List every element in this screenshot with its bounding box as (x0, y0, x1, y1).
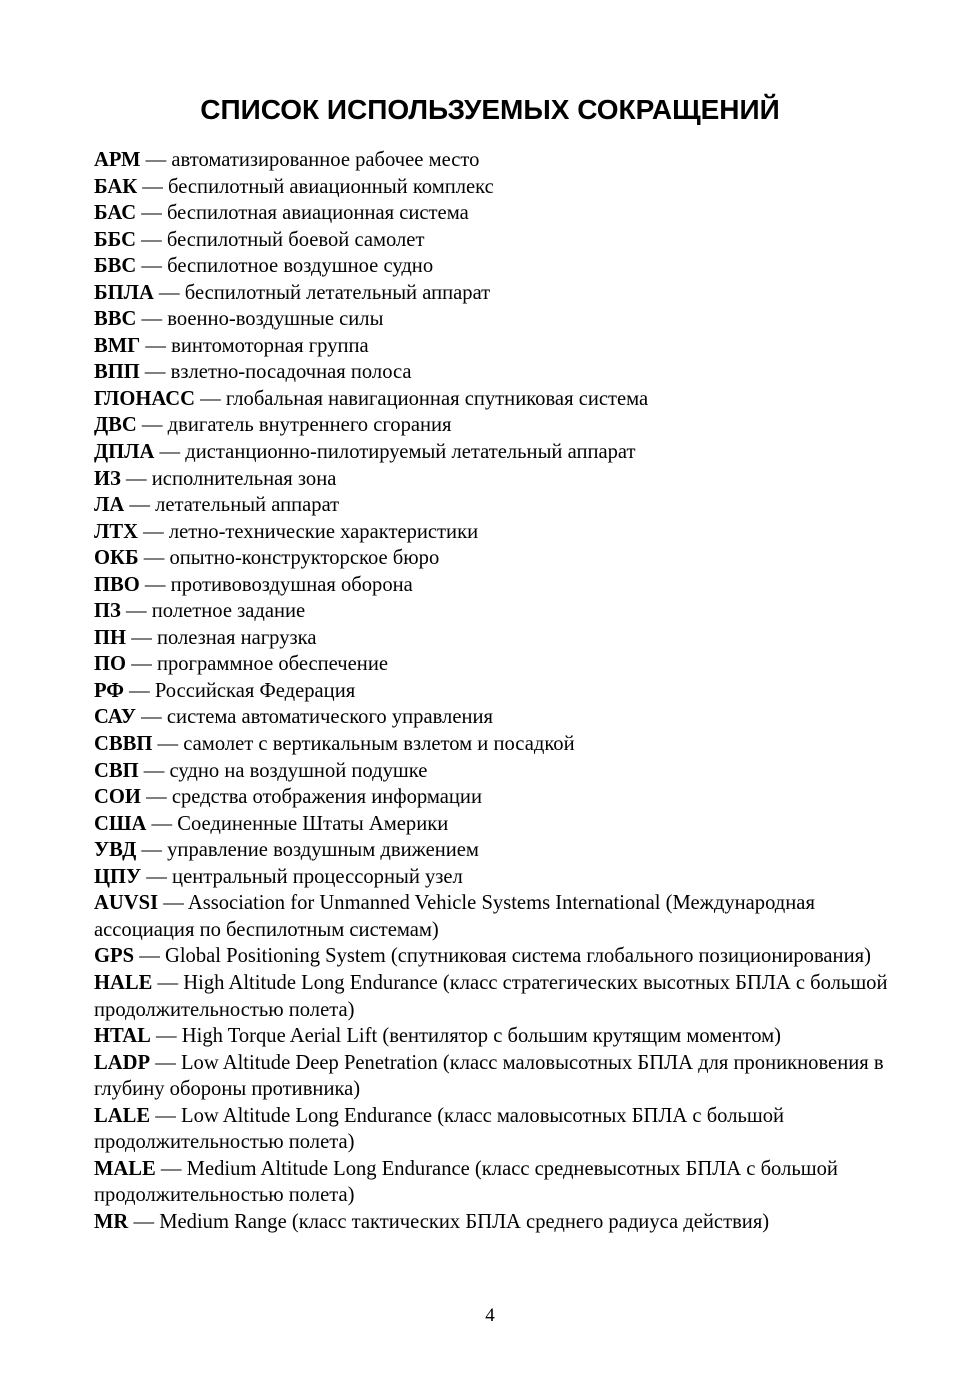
abbreviation-separator: — (194, 387, 226, 410)
abbreviation-term: СВВП (94, 733, 153, 756)
abbreviation-separator: — (155, 1157, 187, 1180)
abbreviation-term: ИЗ (94, 467, 121, 490)
abbreviation-item (94, 598, 894, 625)
abbreviation-item (94, 704, 894, 731)
abbreviation-item (94, 227, 894, 254)
abbreviation-item (94, 784, 894, 811)
abbreviation-item (94, 837, 894, 864)
abbreviation-term: GPS (94, 945, 135, 968)
abbreviation-term: HTAL (94, 1025, 151, 1048)
abbreviation-term: LALE (94, 1104, 151, 1127)
abbreviation-item (94, 651, 894, 678)
abbreviation-term: СВП (94, 759, 139, 782)
page-number: 4 (485, 1305, 495, 1326)
abbreviation-separator: — (124, 494, 156, 517)
abbreviation-separator: — (153, 281, 185, 304)
abbreviation-definition: летно-технические характеристики (168, 520, 479, 543)
abbreviation-separator: — (128, 1210, 160, 1233)
abbreviation-item (94, 545, 894, 572)
abbreviation-separator: — (138, 759, 170, 782)
abbreviation-definition: дистанционно-пилотируемый летательный аппарат (185, 441, 636, 464)
abbreviation-separator: — (150, 1025, 182, 1048)
abbreviation-item (94, 890, 894, 943)
abbreviation-definition: военно-воздушные силы (167, 308, 384, 331)
abbreviation-separator: — (136, 255, 168, 278)
abbreviation-term: AUVSI (94, 892, 159, 915)
abbreviation-definition: центральный процессорный узел (172, 865, 463, 888)
abbreviation-item (94, 492, 894, 519)
page-title: СПИСОК ИСПОЛЬЗУЕМЫХ СОКРАЩЕНИЙ (200, 94, 780, 125)
abbreviation-term: ЛА (94, 494, 125, 517)
abbreviation-definition: беспилотное воздушное судно (167, 255, 434, 278)
abbreviation-separator: — (136, 202, 167, 225)
abbreviation-separator: — (120, 467, 152, 490)
abbreviation-separator: — (136, 706, 167, 729)
abbreviation-term: ДВС (94, 414, 137, 437)
abbreviation-item (94, 1050, 894, 1103)
abbreviation-separator: — (140, 334, 172, 357)
abbreviation-definition: автоматизированное рабочее место (171, 149, 480, 171)
abbreviation-item (94, 811, 894, 838)
abbreviation-separator: — (136, 839, 168, 862)
abbreviation-term: БАК (94, 175, 138, 198)
abbreviation-term: ПО (94, 653, 127, 676)
abbreviation-term: ОКБ (94, 547, 139, 570)
abbreviation-definition: Medium Altitude Long Endurance (класс средневысотных БПЛА с большой продолжительностью полета) (94, 1157, 838, 1207)
abbreviation-term: БВС (94, 255, 137, 278)
abbreviation-item (94, 1209, 894, 1236)
abbreviation-term: БАС (94, 202, 137, 225)
abbreviation-separator: — (150, 1104, 181, 1127)
abbreviation-item (94, 147, 894, 174)
abbreviation-definition: двигатель внутреннего сгорания (167, 414, 452, 437)
abbreviation-item (94, 280, 894, 307)
abbreviation-term: ГЛОНАСС (94, 387, 195, 410)
abbreviation-item (94, 625, 894, 652)
abbreviation-definition: судно на воздушной подушке (169, 759, 428, 782)
abbreviation-item (94, 466, 894, 493)
abbreviation-definition: беспилотный летательный аппарат (184, 281, 491, 304)
abbreviation-term: ЛТХ (94, 520, 138, 543)
abbreviation-separator: — (158, 892, 188, 915)
abbreviation-definition: программное обеспечение (156, 653, 388, 676)
abbreviation-definition: летательный аппарат (155, 494, 340, 517)
abbreviation-term: HALE (94, 971, 153, 994)
abbreviation-term: ВМГ (94, 334, 141, 357)
abbreviation-definition: управление воздушным движением (167, 839, 479, 862)
abbreviation-definition: Association for Unmanned Vehicle Systems International (Международная ассоциация по беспилотным системам) (94, 892, 815, 941)
abbreviation-definition: противовоздушная оборона (170, 573, 413, 596)
abbreviation-definition: Low Altitude Deep Penetration (класс маловысотных БПЛА для проникновения в глубину обороны противника) (94, 1051, 884, 1101)
abbreviation-separator: — (150, 1051, 181, 1074)
abbreviation-separator: — (123, 679, 155, 702)
abbreviation-definition: средства отображения информации (171, 786, 482, 809)
abbreviation-definition: Соединенные Штаты Америки (177, 812, 449, 835)
abbreviation-term: ББС (94, 228, 136, 251)
abbreviation-item (94, 1023, 894, 1050)
abbreviation-item (94, 306, 894, 333)
abbreviation-definition: Low Altitude Long Endurance (класс маловысотных БПЛА с большой продолжительностью полета) (94, 1104, 785, 1154)
abbreviation-term: СОИ (94, 786, 141, 809)
abbreviation-term: БПЛА (94, 281, 154, 304)
abbreviation-item (94, 678, 894, 705)
abbreviation-term: ЦПУ (94, 865, 142, 888)
abbreviation-item (94, 1156, 894, 1209)
abbreviation-list (94, 147, 894, 1235)
abbreviation-item (94, 1103, 894, 1156)
abbreviation-item (94, 943, 894, 970)
abbreviation-term: ДПЛА (94, 441, 155, 464)
abbreviation-term: УВД (94, 839, 137, 862)
abbreviation-definition: беспилотная авиационная система (166, 202, 469, 225)
abbreviation-separator: — (136, 414, 168, 437)
abbreviation-separator: — (134, 945, 165, 968)
abbreviation-definition: глобальная навигационная спутниковая система (225, 387, 649, 410)
abbreviation-definition: беспилотный боевой самолет (166, 228, 425, 251)
abbreviation-term: РФ (94, 679, 124, 702)
abbreviation-item (94, 359, 894, 386)
abbreviation-term: АРМ (94, 149, 141, 171)
abbreviation-item (94, 333, 894, 360)
abbreviation-separator: — (137, 520, 169, 543)
abbreviation-item (94, 519, 894, 546)
abbreviation-separator: — (140, 786, 172, 809)
abbreviation-term: MR (94, 1210, 129, 1233)
abbreviation-definition: винтомоторная группа (171, 334, 369, 357)
abbreviation-separator: — (136, 308, 168, 331)
abbreviation-definition: система автоматического управления (166, 706, 493, 729)
abbreviation-separator: — (146, 812, 178, 835)
abbreviation-separator: — (139, 573, 171, 596)
abbreviation-separator: — (138, 547, 170, 570)
abbreviation-definition: взлетно-посадочная полоса (170, 361, 412, 384)
abbreviation-definition: опытно-конструкторское бюро (169, 547, 440, 570)
abbreviation-definition: High Altitude Long Endurance (класс стратегических высотных БПЛА с большой продолжительностью полета) (94, 971, 888, 1021)
abbreviation-term: MALE (94, 1157, 156, 1180)
abbreviation-definition: полезная нагрузка (156, 626, 317, 649)
abbreviation-separator: — (152, 733, 184, 756)
abbreviation-definition: беспилотный авиационный комплекс (168, 175, 494, 198)
abbreviation-item (94, 200, 894, 227)
abbreviation-separator: — (126, 653, 157, 676)
abbreviation-item (94, 174, 894, 201)
abbreviation-definition: самолет с вертикальным взлетом и посадкой (183, 733, 575, 756)
abbreviation-item (94, 758, 894, 785)
abbreviation-term: ПЗ (94, 600, 121, 623)
abbreviation-term: ВПП (94, 361, 140, 384)
abbreviation-item (94, 864, 894, 891)
abbreviation-definition: Российская Федерация (154, 679, 356, 702)
abbreviation-definition: Global Positioning System (спутниковая система глобального позиционирования) (164, 945, 871, 968)
abbreviation-definition: Medium Range (класс тактических БПЛА среднего радиуса действия) (159, 1210, 770, 1233)
abbreviation-item (94, 253, 894, 280)
abbreviation-definition: High Torque Aerial Lift (вентилятор с большим крутящим моментом) (181, 1025, 781, 1048)
abbreviation-item (94, 386, 894, 413)
abbreviation-definition: исполнительная зона (151, 467, 337, 490)
abbreviation-separator: — (139, 361, 171, 384)
abbreviation-separator: — (154, 441, 186, 464)
abbreviation-item (94, 572, 894, 599)
abbreviation-separator: — (141, 865, 173, 888)
abbreviation-term: США (94, 812, 147, 835)
abbreviation-term: САУ (94, 706, 137, 729)
abbreviation-separator: — (137, 175, 169, 198)
abbreviation-separator: — (135, 228, 167, 251)
abbreviation-separator: — (126, 626, 157, 649)
abbreviation-item (94, 731, 894, 758)
abbreviation-item (94, 412, 894, 439)
abbreviation-term: ВВС (94, 308, 137, 331)
abbreviation-separator: — (140, 149, 172, 171)
abbreviation-item (94, 439, 894, 466)
abbreviation-separator: — (120, 600, 152, 623)
abbreviation-definition: полетное задание (151, 600, 306, 623)
abbreviation-separator: — (152, 971, 184, 994)
abbreviation-term: LADP (94, 1051, 151, 1074)
abbreviation-term: ПН (94, 626, 127, 649)
abbreviation-item (94, 970, 894, 1023)
abbreviation-term: ПВО (94, 573, 140, 596)
